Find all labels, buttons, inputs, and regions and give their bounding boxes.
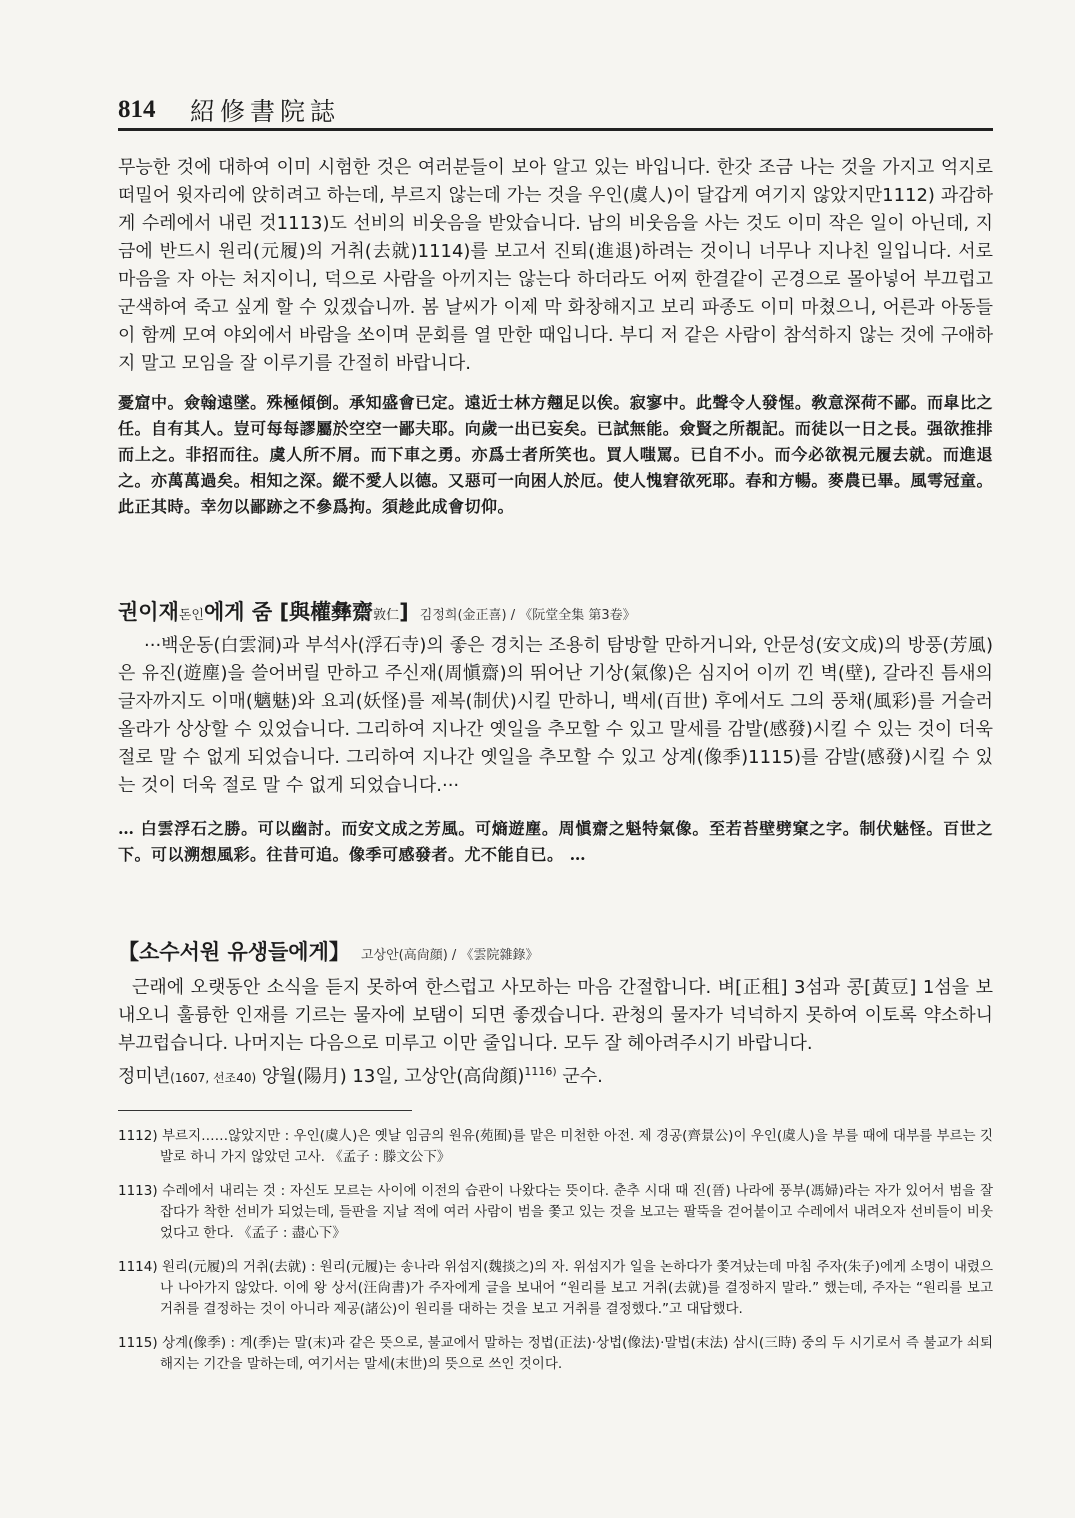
section2-title-end: ] <box>399 600 409 624</box>
footnote-text: 원리(元履)의 거취(去就) : 원리(元履)는 송나라 위섬지(魏掞之)의 자. 위섬지가 일을 논하다가 쫓겨났는데 마침 주자(朱子)에게 소명이 내렸으나 나아가지 않았다. 이에 왕 상서(汪尙書)가 주자에게 글을 보내어 “원리를 보고 거취(去就)를 결정하지 말라.” 했는데, 주자는 “원리를 보고 거취를 결정하는 것이 아니라 제공(諸公)이 원리를 대하는 것을 보고 거취를 결정했다.”고 대답했다. <box>160 1259 993 1317</box>
section2-title-after: 에게 줌 [與權彝齋 <box>203 600 374 624</box>
footnote <box>118 1181 993 1244</box>
section1-chinese-text: 憂窟中。僉翰遠墜。殊極傾倒。承知盛會已定。遠近士林方翹足以俟。寂寥中。此聲令人發惺。敎意深荷不鄙。而皐比之任。自有其人。豈可每每謬屬於空空一鄙夫耶。向歲一出已妄矣。已試無能。僉賢之所覩記。而徒以一日之長。强欲推排而上之。非招而往。虞人所不屑。而下車之勇。亦爲士者所笑也。買人嗤罵。已自不小。而今必欲視元履去就。而進退之。亦萬萬過矣。相知之深。縱不愛人以德。又惡可一向困人於厄。使人愧窘欲死耶。春和方暢。麥農已畢。風雩冠童。此正其時。幸勿以鄙跡之不參爲拘。須趁此成會切仰。 <box>118 393 993 516</box>
footnote-number: 1113) <box>118 1183 158 1199</box>
section3-source: 고상안(高尙顔) / 《雲院雜錄》 <box>360 948 539 963</box>
section2-heading <box>118 596 993 626</box>
section2-source: 김정희(金正喜) / 《阮堂全集 第3卷》 <box>419 608 636 623</box>
section3-korean-block <box>118 974 993 1092</box>
date-line-b: 양월(陽月) 13일, 고상안(高尙顔) <box>256 1066 525 1087</box>
footnote <box>118 1257 993 1320</box>
footnote-number: 1114) <box>118 1259 158 1275</box>
footnotes <box>118 1126 993 1388</box>
section2-title-small2: 敦仁 <box>373 608 400 623</box>
page-header <box>118 92 993 132</box>
section2-chinese-block <box>118 816 993 868</box>
section3-date-line <box>118 1058 993 1092</box>
footnote-text: 상계(像季) : 계(季)는 말(末)과 같은 뜻으로, 불교에서 말하는 정법(正法)·상법(像法)·말법(末法) 삼시(三時) 중의 두 시기로서 즉 불교가 쇠퇴해지는 기간을 말하는데, 여기서는 말세(末世)의 뜻으로 쓰인 것이다. <box>160 1335 993 1372</box>
section2-title: 권이재 <box>118 600 179 624</box>
footnote-text: 부르지……않았지만 : 우인(虞人)은 옛날 임금의 원유(苑囿)를 맡은 미천한 아전. 제 경공(齊景公)이 우인(虞人)을 부를 때에 대부를 부르는 깃발로 하니 가지 않았던 고사. 《孟子 : 滕文公下》 <box>160 1128 993 1165</box>
footnote-rule <box>118 1110 412 1111</box>
section2-korean-text: ···백운동(白雲洞)과 부석사(浮石寺)의 좋은 경치는 조용히 탐방할 만하거니와, 안문성(安文成)의 방풍(芳風)은 유진(遊塵)을 쓸어버릴 만하고 주신재(周愼齋)의 뛰어난 기상(氣像)은 심지어 이끼 낀 벽(壁), 갈라진 틈새의 글자까지도 이매(魑魅)와 요괴(妖怪)를 제복(制伏)시킬 만하니, 백세(百世) 후에서도 그의 풍채(風彩)를 거슬러 올라가 상상할 수 있었습니다. 그리하여 지나간 옛일을 추모할 수 있고 말세를 감발(感發)시킬 수 있는 것이 더욱 절로 말 수 없게 되었습니다. 그리하여 지나간 옛일을 추모할 수 있고 상계(像季)1115)를 감발(感發)시킬 수 있는 것이 더욱 절로 말 수 없게 되었습니다.··· <box>118 635 993 796</box>
section3-heading <box>118 936 993 966</box>
book-title: 紹修書院誌 <box>190 97 341 126</box>
section1-korean-block <box>118 154 993 378</box>
footnote-number: 1115) <box>118 1335 158 1351</box>
footnote <box>118 1333 993 1375</box>
section1-korean-text: 무능한 것에 대하여 이미 시험한 것은 여러분들이 보아 알고 있는 바입니다. 한갓 조금 나는 것을 가지고 억지로 떠밀어 윗자리에 앉히려고 하는데, 부르지 않는데 가는 것을 우인(虞人)이 달갑게 여기지 않았지만1112) 과감하게 수레에서 내린 것1113)도 선비의 비웃음을 받았습니다. 남의 비웃음을 사는 것도 이미 작은 일이 아닌데, 지금에 반드시 원리(元履)의 거취(去就)1114)를 보고서 진퇴(進退)하려는 것이니 너무나 지나친 일입니다. 서로 마음을 자 아는 처지이니, 덕으로 사람을 아끼지는 않는다 하더라도 어찌 한결같이 곤경으로 몰아넣어 부끄럽고 군색하여 죽고 싶게 할 수 있겠습니까. 봄 날씨가 이제 막 화창해지고 보리 파종도 이미 마쳤으니, 어른과 아동들이 함께 모여 야외에서 바람을 쏘이며 문회를 열 만한 때입니다. 부디 저 같은 사람이 참석하지 않는 것에 구애하지 말고 모임을 잘 이루기를 간절히 바랍니다. <box>118 157 993 374</box>
section3-title: 【소수서원 유생들에게】 <box>118 940 350 964</box>
section2-title-small: 돈인 <box>178 608 204 623</box>
date-line-c: 군수. <box>556 1066 603 1087</box>
footnote-text: 수레에서 내리는 것 : 자신도 모르는 사이에 이전의 습관이 나왔다는 뜻이다. 춘추 시대 때 진(晉) 나라에 풍부(馮婦)라는 자가 있어서 범을 잘 잡다가 착한 선비가 되었는데, 들판을 지날 적에 여러 사람이 범을 쫓고 있는 것을 보고는 팔뚝을 걷어붙이고 수레에서 내려오자 선비들이 비웃었다고 한다. 《孟子 : 盡心下》 <box>160 1183 993 1241</box>
footnote <box>118 1126 993 1168</box>
section1-chinese-block <box>118 390 993 520</box>
header-rule <box>118 128 993 131</box>
section2-chinese-text: … 白雲浮石之勝。可以幽討。而安文成之芳風。可熵遊塵。周愼齋之魁特氣像。至若苔壁劈窠之字。制伏魅怪。百世之下。可以溯想風彩。往昔可追。像季可感發者。尤不能自已。 … <box>118 819 993 864</box>
section3-korean-text: 근래에 오랫동안 소식을 듣지 못하여 한스럽고 사모하는 마음 간절합니다. 벼[正租] 3섬과 콩[黃豆] 1섬을 보내오니 훌륭한 인재를 기르는 물자에 보탬이 되면 좋겠습니다. 관청의 물자가 넉넉하지 못하여 이토록 약소하니 부끄럽습니다. 나머지는 다음으로 미루고 이만 줄입니다. 모두 잘 헤아려주시기 바랍니다. <box>118 977 993 1054</box>
date-line-a: 정미년 <box>118 1066 171 1087</box>
section2-korean-block <box>118 632 993 800</box>
footnote-number: 1112) <box>118 1128 158 1144</box>
date-small: (1607, 선조40) <box>170 1071 257 1085</box>
page-number: 814 <box>118 96 156 123</box>
date-footnote-ref: 1116) <box>524 1065 557 1078</box>
